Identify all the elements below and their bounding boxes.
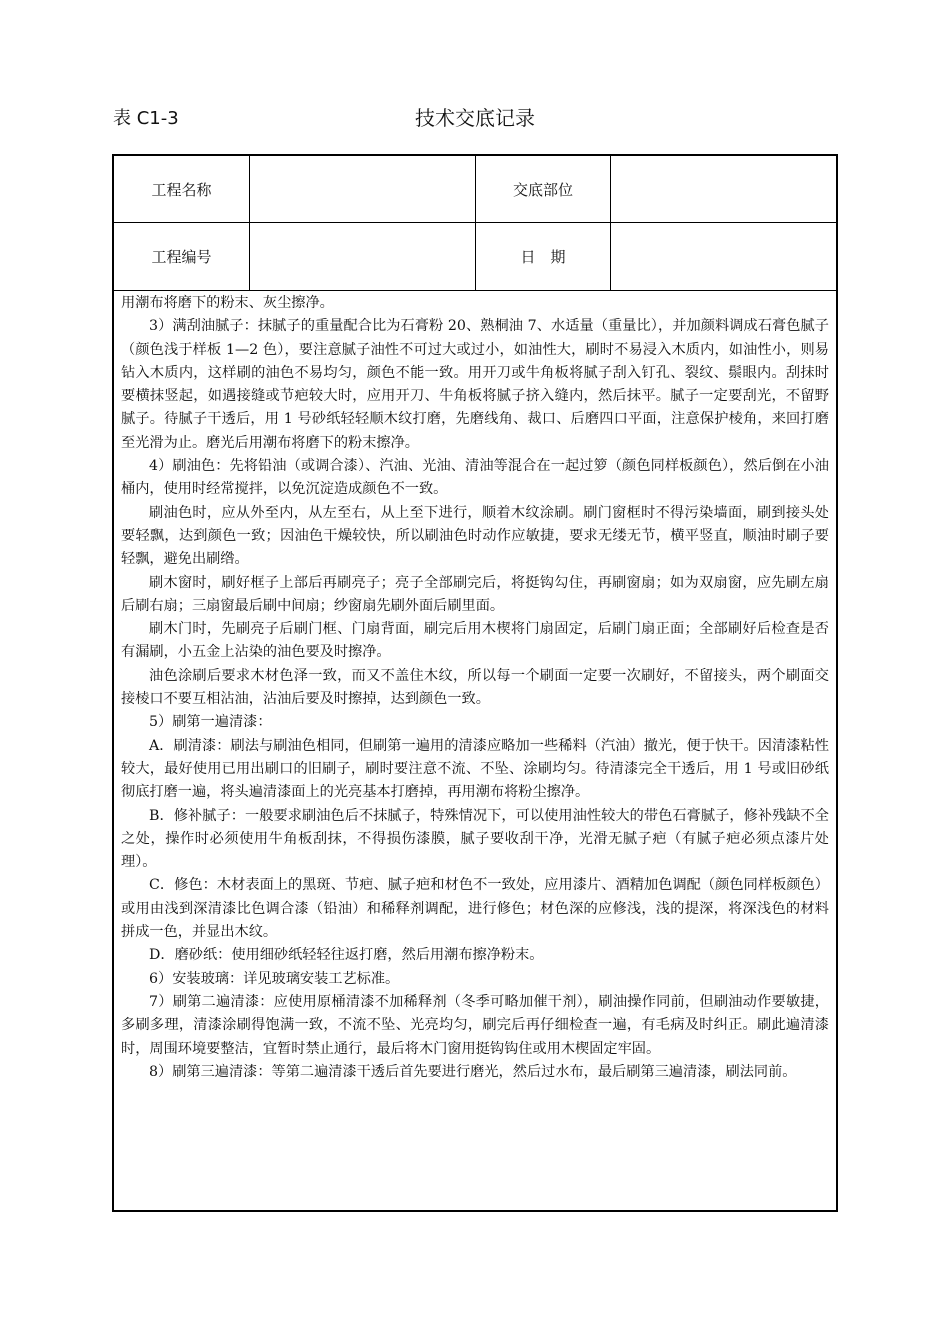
date-label: 日 期: [476, 223, 611, 290]
paragraph-4: 刷木窗时，刷好框子上部后再刷亮子；亮子全部刷完后，将挺钩勾住，再刷窗扇；如为双扇窗，应先刷左扇后刷右扇；三扇窗最后刷中间扇；纱窗扇先刷外面后刷里面。: [121, 574, 829, 614]
document-title: 技术交底记录: [415, 106, 535, 130]
paragraph-8: A．刷清漆：刷法与刷油色相同，但刷第一遍用的清漆应略加一些稀料（汽油）撤光，便于快干。因清漆粘性较大，最好使用已用出刷口的旧刷子，刷时要注意不流、不坠、涂刷均匀。待清漆完全干透后，用 1 号或旧砂纸彻底打磨一遍，将头遍清漆面上的光亮基本打磨掉，再用潮布将粉尘擦净。: [121, 737, 829, 801]
paragraph-9: B．修补腻子：一般要求刷油色后不抹腻子，特殊情况下，可以使用油性较大的带色石膏腻子，修补残缺不全之处，操作时必须使用牛角板刮抹，不得损伤漆膜，腻子要收刮干净，光滑无腻子疤（有腻子疤必须点漆片处理）。: [121, 807, 829, 871]
form-code: 表 C1-3: [113, 108, 179, 129]
paragraph-7: 5）刷第一遍清漆：: [149, 714, 272, 731]
paragraph-12: 6）安装玻璃：详见玻璃安装工艺标准。: [149, 970, 400, 987]
paragraph-2: 4）刷油色：先将铅油（或调合漆）、汽油、光油、清油等混合在一起过箩（颜色同样板颜色），然后倒在小油桶内，使用时经常搅拌，以免沉淀造成颜色不一致。: [121, 458, 829, 498]
paragraph-11: D．磨砂纸：使用细砂纸轻轻往返打磨，然后用潮布擦净粉末。: [149, 947, 544, 964]
date-value[interactable]: [611, 223, 836, 290]
project-number-label: 工程编号: [114, 223, 250, 290]
handover-part-value[interactable]: [611, 156, 836, 222]
paragraph-10: C．修色：木材表面上的黑斑、节疤、腻子疤和材色不一致处，应用漆片、酒精加色调配（颜色同样板颜色）或用由浅到深清漆比色调合漆（铅油）和稀释剂调配，进行修色；材色深的应修浅，浅的提深，将深浅色的材料拼成一色，并显出木纹。: [121, 877, 829, 941]
project-name-label: 工程名称: [114, 156, 250, 222]
project-number-value[interactable]: [250, 223, 476, 290]
paragraph-14: 8）刷第三遍清漆：等第二遍清漆干透后首先要进行磨光，然后过水布，最后刷第三遍清漆，刷法同前。: [149, 1063, 797, 1080]
header-row-1: [114, 156, 836, 223]
paragraph-5: 刷木门时，先刷亮子后刷门框、门扇背面，刷完后用木楔将门扇固定，后刷门扇正面；全部刷好后检查是否有漏刷，小五金上沾染的油色要及时擦净。: [121, 621, 829, 661]
paragraph-1: 3）满刮油腻子：抹腻子的重量配合比为石膏粉 20、熟桐油 7、水适量（重量比），并加颜料调成石膏色腻子（颜色浅于样板 1—2 色），要注意腻子油性不可过大或过小，如油性大，刷时不易浸入木质内，如油性小，则易钻入木质内，这样刷的油色不易均匀，颜色不能一致。用开刀或牛角板将腻子刮入钉孔、裂纹、鬃眼内。刮抹时要横抹竖起，如遇接缝或节疤较大时，应用开刀、牛角板将腻子挤入缝内，然后抹平。腻子一定要刮光，不留野腻子。待腻子干透后，用 1 号砂纸轻轻顺木纹打磨，先磨线角、裁口、后磨四口平面，注意保护棱角，来回打磨至光滑为止。磨光后用潮布将磨下的粉末擦净。: [121, 318, 829, 451]
paragraph-3: 刷油色时，应从外至内，从左至右，从上至下进行，顺着木纹涂刷。刷门窗框时不得污染墙面，刷到接头处要轻飘，达到颜色一致；因油色干燥较快，所以刷油色时动作应敏捷，要求无缕无节，横平竖直，顺油时刷子要轻飘，避免出刷绺。: [121, 504, 829, 568]
project-name-value[interactable]: [250, 156, 476, 222]
paragraph-6: 油色涂刷后要求木材色泽一致，而又不盖住木纹，所以每一个刷面一定要一次刷好，不留接头，两个刷面交接棱口不要互相沾油，沾油后要及时擦掉，达到颜色一致。: [121, 667, 829, 708]
record-sheet: [112, 154, 838, 1212]
handover-content: [121, 292, 829, 1084]
handover-part-label: 交底部位: [476, 156, 611, 222]
header-row-2: [114, 223, 836, 291]
paragraph-13: 7）刷第二遍清漆：应使用原桶清漆不加稀释剂（冬季可略加催干剂），刷油操作同前，但刷油动作要敏捷，多刷多理，清漆涂刷得饱满一致，不流不坠、光亮均匀，刷完后再仔细检查一遍，有毛病及时纠正。刷此遍清漆时，周围环境要整洁，宜暂时禁止通行，最后将木门窗用挺钩钩住或用木楔固定牢固。: [121, 993, 829, 1057]
paragraph-0: 用潮布将磨下的粉末、灰尘擦净。: [121, 295, 334, 311]
